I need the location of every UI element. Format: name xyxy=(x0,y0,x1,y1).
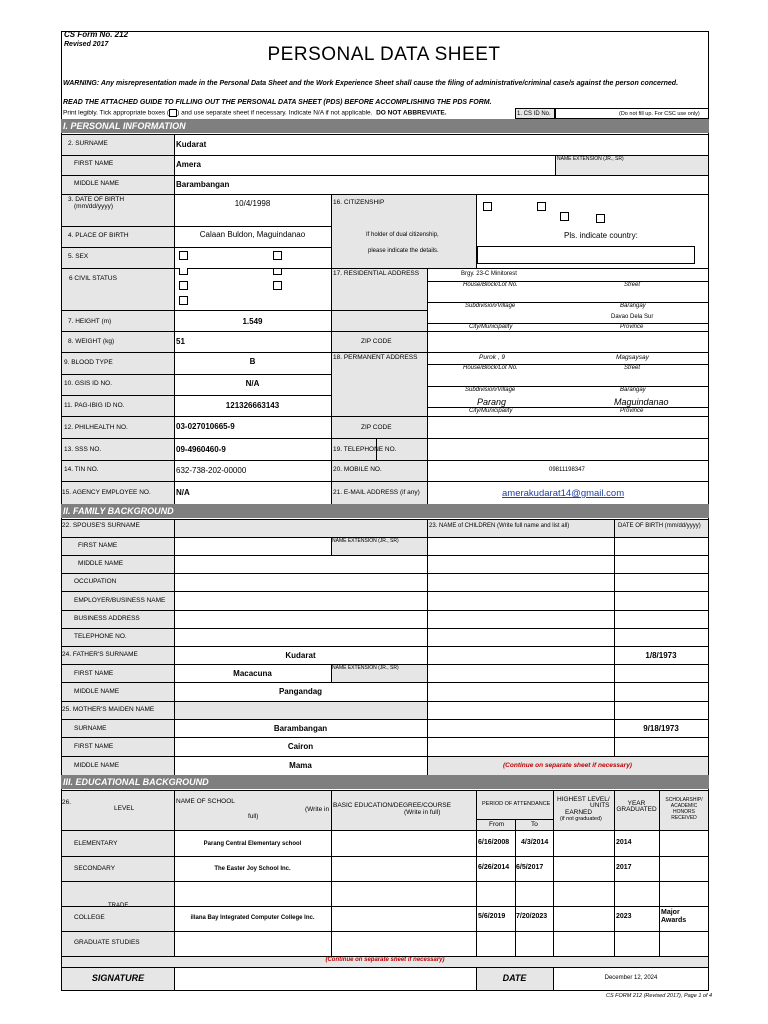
child-dob-1[interactable]: 1/8/1973 xyxy=(645,651,677,660)
father-first-name-value[interactable]: Macacuna xyxy=(233,669,272,678)
telephone-label: 19. TELEPHONE NO. xyxy=(333,446,397,453)
signature-field[interactable] xyxy=(175,968,475,990)
edu-units-header3: EARNED xyxy=(565,809,593,816)
gsis-value[interactable]: N/A xyxy=(245,379,260,388)
do-not-abbreviate: DO NOT ABBREVIATE. xyxy=(376,109,447,117)
rule xyxy=(61,247,331,248)
warning-text: WARNING: Any misrepresentation made in the Personal Data Sheet and the Work Experience Sheet shall cause the filing of administrative/criminal case/s against the person concerned. xyxy=(63,80,679,87)
children-dob-label: DATE OF BIRTH (mm/dd/yyyy) xyxy=(618,523,701,529)
rule xyxy=(476,790,477,956)
rule xyxy=(61,881,709,882)
rule xyxy=(61,416,709,417)
father-middle-name-value[interactable]: Pangandag xyxy=(278,687,323,696)
children-label: 23. NAME of CHILDREN (Write full name and list all) xyxy=(429,523,570,529)
father-surname-label: 24. FATHER'S SURNAME xyxy=(62,651,138,658)
perm-province-label: Province xyxy=(620,408,644,414)
email-label: 21. E-MAIL ADDRESS (if any) xyxy=(333,489,420,496)
rule xyxy=(61,331,709,332)
weight-label: 8. WEIGHT (kg) xyxy=(68,338,115,345)
edu-level-college: COLLEGE xyxy=(74,914,105,921)
citizenship-filipino-checkbox[interactable] xyxy=(483,202,492,211)
blood-type-label: 9. BLOOD TYPE xyxy=(64,359,113,366)
rule xyxy=(61,460,709,461)
spouse-middle-name-label: MIDDLE NAME xyxy=(78,560,124,567)
rule xyxy=(515,819,516,956)
section-educational-background: III. EDUCATIONAL BACKGROUND xyxy=(61,775,709,789)
rule xyxy=(61,395,331,396)
page-title: PERSONAL DATA SHEET xyxy=(267,44,501,65)
child-dob-2[interactable]: 9/18/1973 xyxy=(643,724,679,733)
father-name-ext-label: NAME EXTENSION (JR., SR) xyxy=(332,665,399,671)
edu-school-college[interactable]: illana Bay Integrated Computer College Inc. xyxy=(190,915,315,921)
philhealth-label: 12. PHILHEALTH NO. xyxy=(64,424,128,431)
dob-value[interactable]: 10/4/1998 xyxy=(234,199,271,208)
height-label: 7. HEIGHT (m) xyxy=(68,318,112,325)
res-barangay-label: Barangay xyxy=(620,303,646,309)
mother-surname-label: SURNAME xyxy=(74,725,107,732)
edu-header-row xyxy=(62,790,708,830)
family-continue-note: (Continue on separate sheet if necessary) xyxy=(503,762,632,769)
citizenship-label: 16. CITIZENSHIP xyxy=(333,199,385,206)
rule xyxy=(61,519,709,520)
edu-school-secondary[interactable]: The Easter Joy School Inc. xyxy=(214,866,291,872)
civil-married-checkbox[interactable] xyxy=(273,268,282,275)
rule xyxy=(61,555,709,556)
date-value[interactable]: December 12, 2024 xyxy=(604,975,658,981)
occupation-label: OCCUPATION xyxy=(74,578,117,585)
middle-name-value[interactable]: Barambangan xyxy=(176,180,230,189)
rule xyxy=(61,175,709,176)
res-city-label: City/Municipality xyxy=(469,324,513,330)
form-footer: CS FORM 212 (Revised 2017), Page 1 of 4 xyxy=(606,993,713,999)
sex-male-checkbox[interactable] xyxy=(179,251,188,260)
dual-by-naturalization-checkbox[interactable] xyxy=(596,214,605,223)
father-surname-value[interactable]: Kudarat xyxy=(285,651,316,660)
mother-label-wide xyxy=(174,701,427,719)
pob-value[interactable]: Calaan Buldon, Maguindanao xyxy=(199,230,306,239)
dual-by-birth-checkbox[interactable] xyxy=(560,212,569,221)
country-select[interactable] xyxy=(477,246,695,264)
rule xyxy=(61,906,709,907)
edu-to-secondary[interactable]: 6/5/2017 xyxy=(516,864,544,871)
edu-level-elementary: ELEMENTARY xyxy=(74,840,118,847)
rule xyxy=(174,519,175,775)
edu-school-elementary[interactable]: Parang Central Elementary school xyxy=(203,841,302,847)
email-value[interactable]: amerakudarat14@gmail.com xyxy=(502,488,625,499)
family-label-col2 xyxy=(174,519,427,537)
res-street-label: Street xyxy=(624,282,641,288)
perm-barangay-label: Barangay xyxy=(620,387,646,393)
perm-street-value[interactable]: Magsaysay xyxy=(616,354,649,361)
rule xyxy=(331,194,332,505)
rule xyxy=(553,790,554,956)
tick-example-checkbox xyxy=(169,109,177,117)
mobile-value[interactable]: 09811198347 xyxy=(549,467,585,473)
agency-value[interactable]: N/A xyxy=(176,488,190,497)
first-name-label: FIRST NAME xyxy=(74,160,114,167)
print-legibly-part1: Print legibly. Tick appropriate boxes ( xyxy=(63,109,170,117)
rule xyxy=(61,374,331,375)
mobile-label: 20. MOBILE NO. xyxy=(333,466,382,473)
dob-label: 3. DATE OF BIRTH xyxy=(68,196,125,203)
res-house-label: House/Block/Lot No. xyxy=(463,282,518,288)
sss-value[interactable]: 09-4960460-9 xyxy=(176,445,226,454)
sex-female-checkbox[interactable] xyxy=(273,251,282,260)
father-middle-name-label: MIDDLE NAME xyxy=(74,688,120,695)
edu-to-college[interactable]: 7/20/2023 xyxy=(516,913,548,920)
edu-school-header: NAME OF SCHOOL xyxy=(176,798,235,805)
surname-value[interactable]: Kudarat xyxy=(176,140,207,149)
cs-id-note: (Do not fill up. For CSC use only) xyxy=(619,111,700,117)
perm-city-label: City/Municipality xyxy=(469,408,513,414)
edu-year-header1: YEAR xyxy=(627,800,646,807)
res-province-label: Province xyxy=(620,324,644,330)
mother-maiden-label: 25. MOTHER'S MAIDEN NAME xyxy=(62,706,155,713)
edu-honors-header3: HONORS xyxy=(673,809,695,815)
blood-type-value[interactable]: B xyxy=(249,357,256,366)
citizenship-dual-checkbox[interactable] xyxy=(537,202,546,211)
rule xyxy=(61,352,709,353)
edu-course-header: BASIC EDUCATION/DEGREE/COURSE xyxy=(333,802,451,809)
perm-house-label: House/Block/Lot No. xyxy=(463,365,518,371)
cs-id-label: 1. CS ID No. xyxy=(517,111,551,117)
edu-honors-header2: ACADEMIC xyxy=(670,803,698,809)
spouse-name-ext-label: NAME EXTENSION (JR., SR) xyxy=(332,538,399,544)
rule xyxy=(331,790,332,956)
perm-zip-label: ZIP CODE xyxy=(361,424,392,431)
civil-status-label: 6 CIVIL STATUS xyxy=(69,275,117,282)
date-label: DATE xyxy=(502,973,527,983)
middle-name-label: MIDDLE NAME xyxy=(74,180,120,187)
edu-honors-college[interactable]: Major Awards xyxy=(661,909,687,924)
edu-honors-header4: RECEIVED xyxy=(671,815,697,821)
civil-separated-checkbox[interactable] xyxy=(273,281,282,290)
rule xyxy=(61,931,709,932)
edu-level-graduate: GRADUATE STUDIES xyxy=(74,939,140,946)
rule xyxy=(555,155,556,175)
rule xyxy=(61,682,709,683)
edu-school-write: (Write in xyxy=(305,806,330,813)
philhealth-value[interactable]: 03-027010665-9 xyxy=(176,422,235,431)
perm-address-label: 18. PERMANENT ADDRESS xyxy=(333,354,418,361)
mother-surname-value[interactable]: Barambangan xyxy=(273,724,328,733)
rule xyxy=(61,856,709,857)
indicate-country-label: Pls. indicate country: xyxy=(564,231,638,240)
sss-label: 13. SSS NO. xyxy=(64,446,102,453)
rule xyxy=(61,701,709,702)
res-house-value[interactable]: Brgy. 23-C Minitorest xyxy=(461,271,517,277)
rule xyxy=(61,646,709,647)
edu-year-secondary[interactable]: 2017 xyxy=(616,864,632,871)
edu-school-full: full) xyxy=(248,813,259,820)
edu-year-elementary[interactable]: 2014 xyxy=(616,839,632,846)
rule xyxy=(61,268,709,269)
surname-label: 2. SURNAME xyxy=(68,140,108,147)
mother-first-name-value[interactable]: Cairon xyxy=(287,742,314,751)
edu-level-header: LEVEL xyxy=(114,805,135,812)
section-family-background: II. FAMILY BACKGROUND xyxy=(61,504,709,518)
perm-house-value[interactable]: Purok , 9 xyxy=(479,354,506,361)
dual-citizenship-note1: If holder of dual citizenship, xyxy=(366,232,439,238)
weight-value[interactable]: 51 xyxy=(176,337,185,346)
edu-continue-note: (Continue on separate sheet if necessary) xyxy=(325,957,445,963)
rule xyxy=(61,628,709,629)
print-legibly-part2: ) and use separate sheet if necessary. Indicate N/A if not applicable. xyxy=(177,109,373,117)
edu-level-secondary: SECONDARY xyxy=(74,865,116,872)
rule xyxy=(61,310,427,311)
tin-label: 14. TIN NO. xyxy=(64,466,99,473)
edu-from-secondary[interactable]: 6/26/2014 xyxy=(478,864,510,871)
rule xyxy=(224,268,284,269)
sex-label: 5. SEX xyxy=(68,253,89,260)
res-barangay-value[interactable]: Davao Dela Sur xyxy=(611,314,654,320)
rule xyxy=(61,756,709,757)
mother-middle-name-label: MIDDLE NAME xyxy=(74,762,120,769)
form-revised: Revised 2017 xyxy=(64,41,109,48)
dual-citizenship-note2: please indicate the details. xyxy=(368,248,439,254)
edu-year-college[interactable]: 2023 xyxy=(616,913,632,920)
read-guide-text: READ THE ATTACHED GUIDE TO FILLING OUT THE PERSONAL DATA SHEET (PDS) BEFORE ACCOMPLISHING THE PDS FORM. xyxy=(63,99,492,106)
signature-label: SIGNATURE xyxy=(91,973,145,983)
mother-middle-name-value[interactable]: Mama xyxy=(289,761,312,770)
height-value[interactable]: 1.549 xyxy=(242,317,263,326)
edu-units-header1: HIGHEST LEVEL/ xyxy=(557,796,610,803)
agency-label: 15. AGENCY EMPLOYEE NO. xyxy=(62,489,151,496)
perm-street-label: Street xyxy=(624,365,641,371)
rule xyxy=(61,438,709,439)
edu-level-trade: TRADE xyxy=(108,903,129,906)
mother-first-name-label: FIRST NAME xyxy=(74,743,114,750)
edu-from-header: From xyxy=(489,821,505,828)
civil-other-checkbox[interactable] xyxy=(179,296,188,305)
rule xyxy=(61,790,709,791)
form-number: CS Form No. 212 xyxy=(64,30,129,39)
spouse-first-name-label: FIRST NAME xyxy=(78,542,118,549)
business-address-label: BUSINESS ADDRESS xyxy=(74,615,140,622)
employer-label: EMPLOYER/BUSINESS NAME xyxy=(74,597,166,604)
gsis-label: 10. GSIS ID NO. xyxy=(64,380,113,387)
edu-units-header4: (if not graduated) xyxy=(560,816,602,822)
rule xyxy=(61,481,709,482)
edu-from-elementary[interactable]: 6/16/2008 xyxy=(478,839,510,846)
civil-widowed-checkbox[interactable] xyxy=(179,281,188,290)
section-personal-information: I. PERSONAL INFORMATION xyxy=(61,119,709,133)
print-legibly-text xyxy=(63,109,447,117)
edu-honors-header1: SCHOLARSHIP/ xyxy=(665,797,703,803)
perm-subdiv-label: Subdivision/Village xyxy=(465,387,516,393)
rule xyxy=(61,573,709,574)
pagibig-label: 11. PAG-IBIG ID NO. xyxy=(64,402,125,409)
edu-num-label: 26. xyxy=(62,799,72,806)
edu-to-elementary[interactable]: 4/3/2014 xyxy=(521,839,549,846)
edu-year-header2: GRADUATED xyxy=(616,806,657,813)
first-name-value[interactable]: Amera xyxy=(176,160,201,169)
pagibig-value[interactable]: 121326663143 xyxy=(225,401,280,410)
rule xyxy=(61,591,709,592)
res-subdiv-label: Subdivision/Village xyxy=(465,303,516,309)
edu-from-college[interactable]: 5/6/2019 xyxy=(478,913,506,920)
rule xyxy=(61,719,709,720)
spouse-surname-label: 22. SPOUSE'S SURNAME xyxy=(62,522,140,529)
edu-level-col xyxy=(62,830,174,956)
perm-province-value[interactable]: Maguindanao xyxy=(614,397,669,407)
rule xyxy=(61,194,709,195)
spouse-telephone-label: TELEPHONE NO. xyxy=(74,633,127,640)
edu-units-header2: UNITS xyxy=(590,802,610,809)
rule xyxy=(614,790,615,956)
tin-value[interactable]: 632-738-202-00000 xyxy=(176,466,247,475)
perm-city-value[interactable]: Parang xyxy=(477,397,507,407)
father-first-name-label: FIRST NAME xyxy=(74,670,114,677)
res-address-label: 17. RESIDENTIAL ADDRESS xyxy=(333,270,420,277)
pob-label: 4. PLACE OF BIRTH xyxy=(68,232,129,239)
edu-period-header: PERIOD OF ATTENDANCE xyxy=(482,801,551,807)
rule xyxy=(61,610,709,611)
dob-format: (mm/dd/yyyy) xyxy=(74,203,113,210)
res-zip-label: ZIP CODE xyxy=(361,338,392,345)
rule xyxy=(174,790,175,956)
civil-single-checkbox[interactable] xyxy=(179,268,188,275)
rule xyxy=(614,519,615,756)
rule xyxy=(61,830,709,831)
edu-to-header: To xyxy=(531,821,538,828)
rule xyxy=(61,134,709,135)
rule xyxy=(61,737,709,738)
rule xyxy=(427,519,428,775)
rule xyxy=(61,226,331,227)
name-extension-label: NAME EXTENSION (JR., SR) xyxy=(557,156,624,162)
edu-course-write: (Write in full) xyxy=(404,809,441,816)
